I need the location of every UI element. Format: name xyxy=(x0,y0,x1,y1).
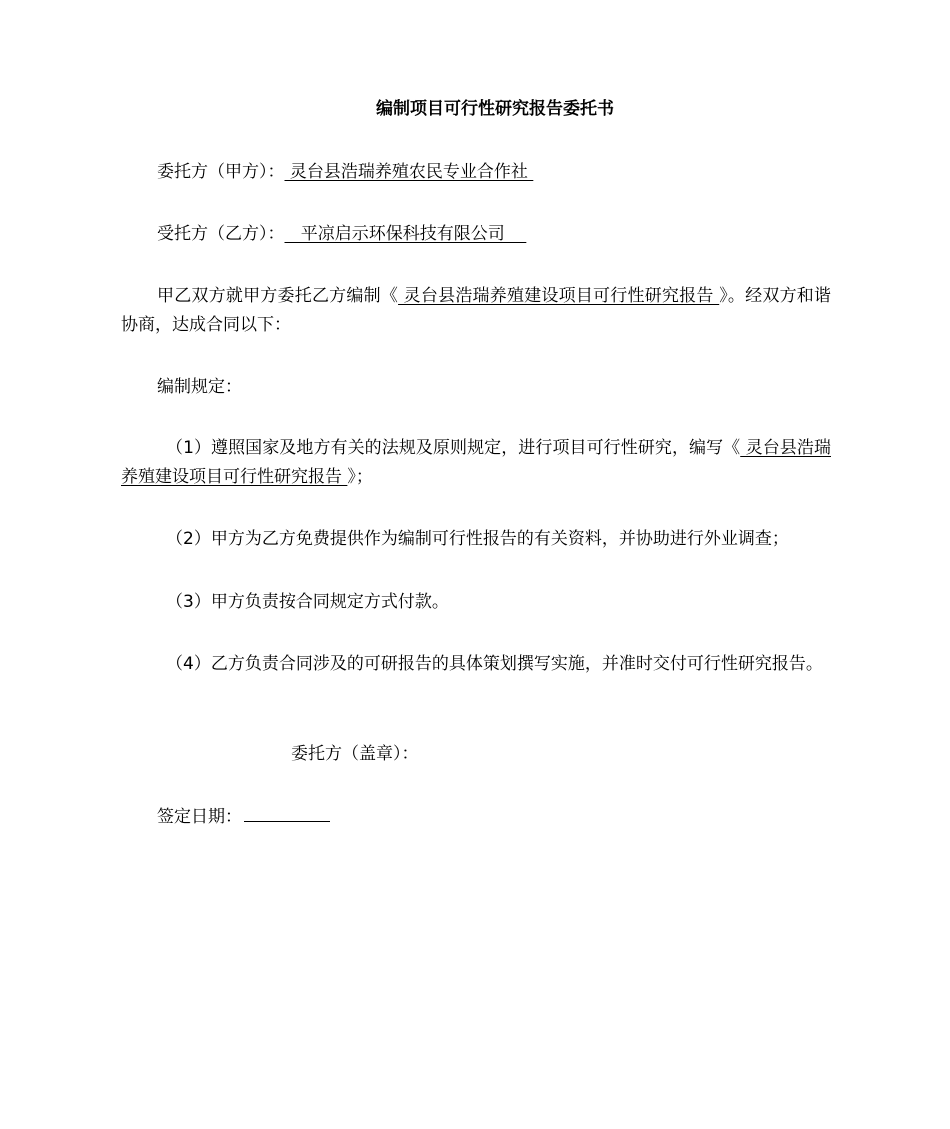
date-label: 签定日期： xyxy=(157,807,242,827)
intro-paragraph xyxy=(121,282,831,340)
party-a-value: 灵台县浩瑞养殖农民专业合作社 xyxy=(284,162,534,182)
rule-item-3: （3）甲方负责按合同规定方式付款。 xyxy=(166,592,449,612)
seal-label: 委托方（盖章）： xyxy=(291,744,419,764)
rule-item-1 xyxy=(121,434,831,492)
party-a-line xyxy=(157,159,533,185)
rule-1-before: （1）遵照国家及地方有关的法规及原则规定，进行项目可行性研究，编写《 xyxy=(166,438,741,458)
party-b-label: 受托方（乙方）： xyxy=(157,224,285,244)
party-b-value: 平凉启示环保科技有限公司 xyxy=(284,224,527,244)
intro-after: 》。经双方和谐协商，达成合同以下： xyxy=(121,286,832,335)
rule-item-2: （2）甲方为乙方免费提供作为编制可行性报告的有关资料，并协助进行外业调查； xyxy=(166,529,789,549)
rule-1-after: 》； xyxy=(347,467,373,487)
rule-item-4: （4）乙方负责合同涉及的可研报告的具体策划撰写实施，并准时交付可行性研究报告。 xyxy=(166,654,823,674)
intro-report-name: 灵台县浩瑞养殖建设项目可行性研究报告 xyxy=(398,286,720,306)
rule-1-report-name: 灵台县浩瑞养殖建设项目可行性研究报告 xyxy=(121,438,831,487)
intro-before: 甲乙双方就甲方委托乙方编制《 xyxy=(157,286,399,306)
rules-heading: 编制规定： xyxy=(157,377,242,397)
document-title: 编制项目可行性研究报告委托书 xyxy=(376,99,614,119)
date-blank-line xyxy=(244,820,330,822)
date-line xyxy=(157,804,330,830)
party-b-line xyxy=(157,221,526,247)
party-a-label: 委托方（甲方）： xyxy=(157,162,285,182)
